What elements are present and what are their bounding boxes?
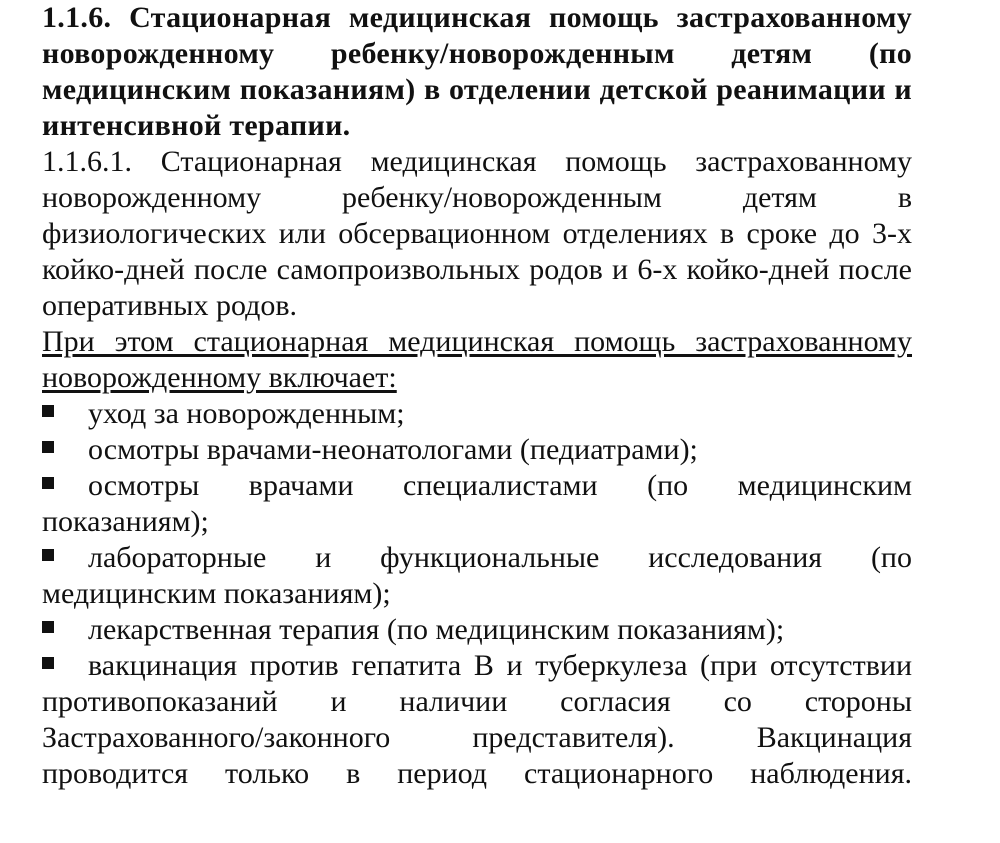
services-list <box>42 396 912 792</box>
list-item-text: уход за новорожденным; <box>88 397 405 430</box>
square-bullet-icon <box>42 441 54 453</box>
square-bullet-icon <box>42 405 54 417</box>
list-item <box>42 612 912 648</box>
list-item <box>42 540 912 612</box>
list-item-text: вакцинация против гепатита В и туберкулеза (при отсутствии противопоказаний и наличии согласия со стороны Застрахованного/законного представителя). Вакцинация проводится только в период стационарного наблюдения. <box>42 649 912 790</box>
list-item-text: лабораторные и функциональные исследования (по медицинским показаниям); <box>42 541 912 610</box>
list-item-text: осмотры врачами-неонатологами (педиатрами); <box>88 433 698 466</box>
list-item-text: лекарственная терапия (по медицинским показаниям); <box>88 613 785 646</box>
document-page <box>42 0 912 792</box>
section-heading: 1.1.6. Стационарная медицинская помощь застрахованному новорожденному ребенку/новорожденным детям (по медицинским показаниям) в отделении детской реанимации и интенсивной терапии. <box>42 1 912 142</box>
square-bullet-icon <box>42 657 54 669</box>
list-item <box>42 432 912 468</box>
list-item-text: осмотры врачами специалистами (по медицинским показаниям); <box>42 469 912 538</box>
square-bullet-icon <box>42 549 54 561</box>
square-bullet-icon <box>42 621 54 633</box>
list-item <box>42 396 912 432</box>
square-bullet-icon <box>42 477 54 489</box>
subsection-paragraph: 1.1.6.1. Стационарная медицинская помощь застрахованному новорожденному ребенку/новорожденным детям в физиологических или обсервационном отделениях в сроке до 3-х койко-дней после самопроизвольных родов и 6-х койко-дней после оперативных родов. <box>42 145 912 322</box>
list-item <box>42 468 912 540</box>
list-item <box>42 648 912 792</box>
includes-intro: При этом стационарная медицинская помощь застрахованному новорожденному включает: <box>42 325 912 394</box>
